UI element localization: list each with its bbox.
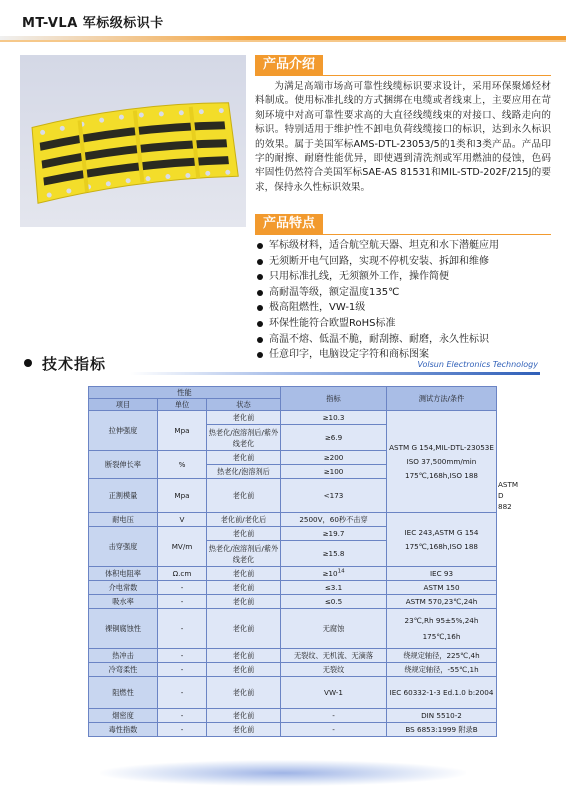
table-cell: 老化前	[207, 527, 281, 541]
marker-strip-illustration	[20, 55, 246, 227]
table-cell: ≥6.9	[281, 425, 387, 451]
header-cell: 指标	[281, 387, 387, 411]
table-cell: 正割模量	[89, 479, 158, 513]
table-row	[89, 649, 497, 663]
table-cell: 老化前	[207, 581, 281, 595]
table-cell: Mpa	[158, 411, 207, 451]
table-cell: 体积电阻率	[89, 567, 158, 581]
table-cell: 吸水率	[89, 595, 158, 609]
table-cell: -	[158, 663, 207, 677]
feature-item: 无须断开电气回路，实现不停机安装、拆卸和维修	[255, 254, 555, 270]
table-cell: 热老化/泡溶剂后/紫外线老化	[207, 425, 281, 451]
features-heading: 产品特点	[255, 214, 323, 234]
table-row	[89, 663, 497, 677]
table-cell: ≥200	[281, 451, 387, 465]
page-title: MT-VLA 军标级标识卡	[22, 16, 164, 31]
table-cell: 介电常数	[89, 581, 158, 595]
table-cell: ≤3.1	[281, 581, 387, 595]
table-cell	[281, 567, 387, 581]
header-cell: 状态	[207, 399, 281, 411]
table-cell: 老化前	[207, 609, 281, 649]
table-cell: 无裂纹	[281, 663, 387, 677]
table-cell: 老化前	[207, 567, 281, 581]
header-cell: 测试方法/条件	[387, 387, 497, 411]
feature-item: 高温不熔、低温不脆，耐刮擦、耐磨，永久性标识	[255, 332, 555, 348]
table-cell: 阻燃性	[89, 677, 158, 709]
value-text: ≥10	[322, 569, 338, 578]
table-cell: IEC 243,ASTM G 154 175℃,168h,ISO 188	[387, 513, 497, 567]
header-cell: 单位	[158, 399, 207, 411]
table-row	[89, 581, 497, 595]
table-cell: DIN 5510-2	[387, 709, 497, 723]
table-cell: Mpa	[158, 479, 207, 513]
table-cell: -	[281, 723, 387, 737]
table-cell: 热老化/泡溶剂后	[207, 465, 281, 479]
table-cell: 无裂纹、无机流、无滴落	[281, 649, 387, 663]
table-row	[89, 411, 497, 425]
intro-paragraph: 为满足高端市场高可靠性线缆标识要求设计，采用环保聚烯烃材料制成。使用标准扎线的方式捆绑在电缆或者线束上，主要应用在苛刻环境中对高可靠性要求高的大直径线缆线束的对接口、线路走向的标识。特别适用于维护性不卸电负荷线缆接口的标识，达到永久标识的效果。属于美国军标AMS-DTL-23053/5的1类和3类产品。产品印字的耐擦、耐磨性能优异，即使遇到清洗剂或军用燃油的侵蚀，色码牢固性仍然符合美国军标SAE-AS 81531和MIL-STD-202F/215J的要求，保持永久性标识效果。	[255, 81, 551, 193]
table-cell: 绕规定轴径，-55℃,1h	[387, 663, 497, 677]
table-cell: -	[158, 649, 207, 663]
table-cell: MV/m	[158, 527, 207, 567]
feature-item: 军标级材料，适合航空航天器、坦克和水下潜艇应用	[255, 238, 555, 254]
intro-heading-underline	[255, 75, 551, 76]
table-row	[89, 709, 497, 723]
tech-heading	[24, 352, 106, 374]
feature-item: 环保性能符合欧盟RoHS标准	[255, 316, 555, 332]
tech-title: 技术指标	[42, 354, 107, 373]
group-header-cell: 性能	[89, 387, 281, 399]
features-list	[255, 238, 555, 363]
spec-table	[88, 386, 519, 737]
table-cell: 热老化/泡溶剂后/紫外线老化	[207, 541, 281, 567]
table-cell: ASTM 570,23℃,24h	[387, 595, 497, 609]
table-cell: 击穿强度	[89, 527, 158, 567]
feature-item: 任意印字，电脑设定字符和商标图案	[255, 347, 555, 363]
header-divider-secondary	[0, 40, 566, 42]
table-cell: -	[158, 723, 207, 737]
table-cell: 老化前	[207, 723, 281, 737]
table-cell: 热冲击	[89, 649, 158, 663]
table-cell: IEC 93	[387, 567, 497, 581]
table-cell: <173	[281, 479, 387, 513]
table-cell: ASTM 150	[387, 581, 497, 595]
table-cell: -	[158, 609, 207, 649]
features-heading-underline	[255, 234, 551, 235]
table-cell: 23℃,Rh 95±5%,24h 175℃,16h	[387, 609, 497, 649]
table-cell: 裸铜腐蚀性	[89, 609, 158, 649]
table-cell: Ω.cm	[158, 567, 207, 581]
table-cell: 老化前/老化后	[207, 513, 281, 527]
table-row	[89, 609, 497, 649]
bullet-icon	[24, 359, 32, 367]
table-cell: -	[158, 595, 207, 609]
table-cell: 老化前	[207, 677, 281, 709]
table-cell: -	[158, 677, 207, 709]
table-cell: 绕规定轴径，225℃,4h	[387, 649, 497, 663]
table-cell: ASTM G 154,MIL-DTL-23053E ISO 37,500mm/min 175℃,168h,ISO 188	[387, 411, 497, 513]
table-cell: %	[158, 451, 207, 479]
page-header	[0, 0, 566, 40]
footer-decoration	[100, 760, 466, 786]
feature-item: 高耐温等级，额定温度135℃	[255, 285, 555, 301]
table-row	[89, 567, 497, 581]
table-row	[89, 677, 497, 709]
table-cell: ≥15.8	[281, 541, 387, 567]
feature-item: 只用标准扎线，无须额外工作，操作简便	[255, 269, 555, 285]
table-cell: -	[158, 709, 207, 723]
intro-heading: 产品介绍	[255, 55, 323, 75]
table-cell: 老化前	[207, 411, 281, 425]
header-cell: 项目	[89, 399, 158, 411]
table-row	[89, 723, 497, 737]
table-row	[89, 595, 497, 609]
table-cell: 断裂伸长率	[89, 451, 158, 479]
tech-divider	[130, 372, 540, 375]
table-row: 正割模量 Mpa 老化前 <173 ASTM D 882	[89, 479, 497, 513]
table-cell: 冷弯柔性	[89, 663, 158, 677]
table-cell: 烟密度	[89, 709, 158, 723]
table-cell: ≥100	[281, 465, 387, 479]
table-cell: 老化前	[207, 479, 281, 513]
table-row	[89, 513, 497, 527]
table-cell: VW-1	[281, 677, 387, 709]
table-cell: BS 6853:1999 附录B	[387, 723, 497, 737]
table-cell: 老化前	[207, 649, 281, 663]
product-photo	[20, 55, 246, 227]
table-cell: 无腐蚀	[281, 609, 387, 649]
brand-text: Volsun Electronics Technology	[417, 360, 538, 369]
table-cell: 2500V，60秒不击穿	[281, 513, 387, 527]
table-cell: ≥19.7	[281, 527, 387, 541]
table-cell: V	[158, 513, 207, 527]
table-cell: 耐电压	[89, 513, 158, 527]
table-cell: 老化前	[207, 709, 281, 723]
table-cell: 老化前	[207, 663, 281, 677]
table-cell: ≥10.3	[281, 411, 387, 425]
feature-item: 极高阻燃性，VW-1级	[255, 300, 555, 316]
table-cell: -	[158, 581, 207, 595]
table-cell: 拉伸强度	[89, 411, 158, 451]
table-cell: 老化前	[207, 451, 281, 465]
value-exponent: 14	[337, 568, 345, 575]
table-cell: ≤0.5	[281, 595, 387, 609]
table-cell: IEC 60332-1-3 Ed.1.0 b:2004	[387, 677, 497, 709]
table-cell: -	[281, 709, 387, 723]
table-cell: 毒性指数	[89, 723, 158, 737]
table-cell: 老化前	[207, 595, 281, 609]
